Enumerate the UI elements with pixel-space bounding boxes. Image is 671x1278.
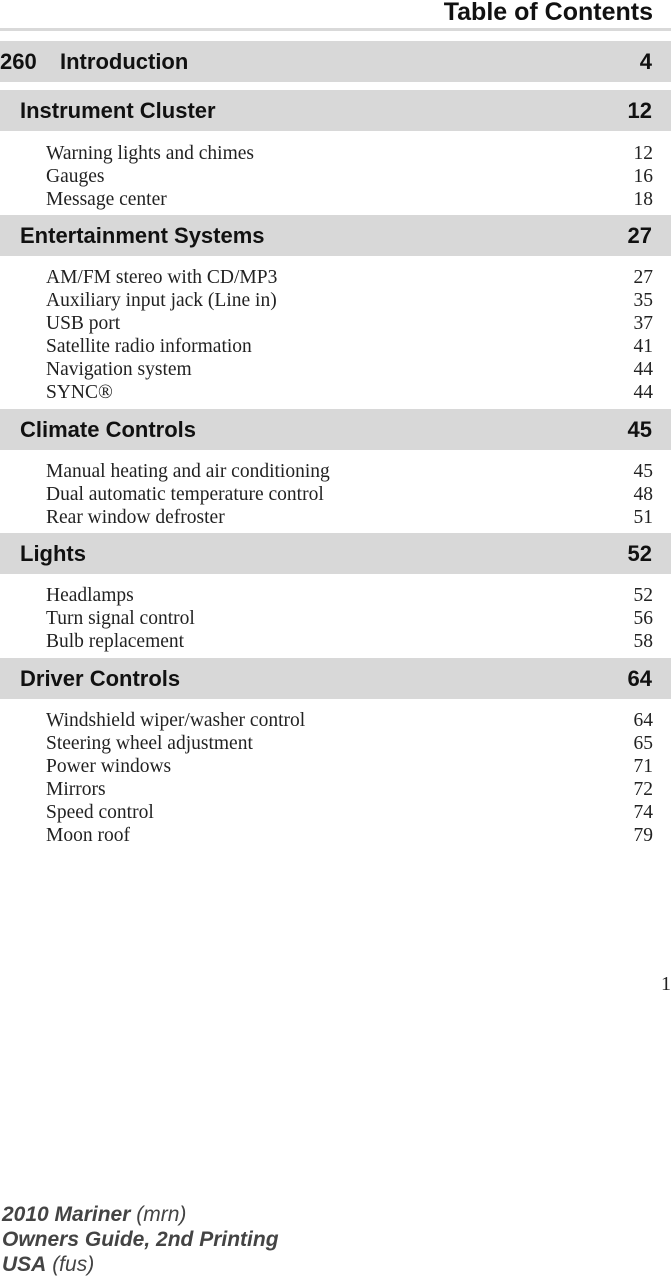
toc-entry-title: Satellite radio information [46,336,252,357]
toc-section-page: 64 [627,666,652,691]
toc-section-page: 27 [627,223,652,248]
toc-entry-title: Steering wheel adjustment [46,733,253,754]
toc-entry-page: 58 [633,631,653,652]
toc-entry-title: Power windows [46,756,172,777]
footer-market-code: (fus) [52,1253,95,1276]
toc-section-label: Driver Controls [20,666,181,691]
toc-section-introduction[interactable] [0,41,671,82]
toc-entry-page: 37 [633,313,653,334]
toc-entry-page: 52 [633,585,653,606]
toc-entry[interactable] [46,483,653,506]
toc-section-label: Instrument Cluster [20,98,216,123]
toc-section-entertainment-systems[interactable] [0,215,671,256]
toc-entry-title: Mirrors [46,779,106,800]
footer-line-1 [2,1202,186,1227]
toc-entry-page: 18 [633,189,653,210]
toc-section-label: Climate Controls [20,417,197,442]
toc-section-number: 260 [0,49,37,74]
page-number: 1 [661,973,671,995]
toc-entry-title: Speed control [46,802,154,823]
header-divider [0,28,671,31]
toc-entry[interactable] [46,381,653,404]
toc-entry-page: 79 [633,825,653,846]
toc-entry[interactable] [46,266,653,289]
toc-entry-page: 48 [633,484,653,505]
toc-entry[interactable] [46,188,653,211]
toc-section-driver-controls[interactable] [0,658,671,699]
toc-entry-title: Message center [46,189,167,210]
toc-entry-title: SYNC® [46,382,113,403]
toc-section-instrument-cluster[interactable] [0,90,671,131]
toc-entry-page: 71 [633,756,653,777]
toc-entry-title: Auxiliary input jack (Line in) [46,290,277,311]
toc-entry-title: Warning lights and chimes [46,143,255,164]
toc-section-page: 4 [639,49,652,74]
toc-entry[interactable] [46,165,653,188]
toc-entry[interactable] [46,630,653,653]
toc-entry[interactable] [46,142,653,165]
toc-entry-page: 74 [633,802,653,823]
page-title: Table of Contents [443,0,653,26]
toc-entry-page: 27 [633,267,653,288]
toc-entry-page: 41 [633,336,653,357]
toc-section-label: Introduction [60,49,189,74]
footer-line-3 [2,1252,94,1277]
toc-entry[interactable] [46,584,653,607]
toc-section-page: 12 [627,98,652,123]
toc-entry[interactable] [46,312,653,335]
toc-entry-title: AM/FM stereo with CD/MP3 [46,267,278,288]
toc-entry-page: 12 [633,143,653,164]
toc-entry-title: USB port [46,313,121,334]
toc-entry[interactable] [46,335,653,358]
toc-entry[interactable] [46,755,653,778]
toc-entry[interactable] [46,801,653,824]
toc-entry[interactable] [46,506,653,529]
toc-entry[interactable] [46,289,653,312]
footer-model-code: (mrn) [136,1203,187,1226]
toc-entry[interactable] [46,824,653,847]
toc-entry[interactable] [46,778,653,801]
toc-entry-page: 72 [633,779,653,800]
toc-entry-title: Bulb replacement [46,631,185,652]
toc-entry-page: 65 [633,733,653,754]
toc-entry[interactable] [46,709,653,732]
toc-entry-title: Navigation system [46,359,192,380]
toc-entry-page: 45 [633,461,653,482]
footer-line-2 [2,1227,279,1252]
toc-entry-title: Rear window defroster [46,507,225,528]
toc-entry-title: Dual automatic temperature control [46,484,324,505]
toc-entry[interactable] [46,607,653,630]
toc-entry[interactable] [46,732,653,755]
toc-entry-page: 35 [633,290,653,311]
toc-section-climate-controls[interactable] [0,409,671,450]
toc-entry-page: 16 [633,166,653,187]
toc-entry[interactable] [46,460,653,483]
toc-entry-page: 44 [633,382,653,403]
toc-entry-title: Moon roof [46,825,130,846]
toc-entry-page: 64 [633,710,653,731]
footer-model: 2010 Mariner [2,1203,131,1226]
footer-market: USA [2,1253,47,1276]
toc-entry-title: Gauges [46,166,105,187]
toc-entry-title: Turn signal control [46,608,195,629]
toc-section-page: 45 [627,417,652,442]
toc-section-label: Entertainment Systems [20,223,265,248]
toc-section-label: Lights [20,541,86,566]
toc-entry-page: 44 [633,359,653,380]
toc-section-lights[interactable] [0,533,671,574]
toc-entry-title: Headlamps [46,585,134,606]
toc-entry[interactable] [46,358,653,381]
toc-section-page: 52 [627,541,652,566]
toc-entry-title: Manual heating and air conditioning [46,461,330,482]
toc-entry-page: 51 [633,507,653,528]
footer-guide: Owners Guide, 2nd Printing [2,1228,279,1251]
toc-entry-page: 56 [633,608,653,629]
toc-entry-title: Windshield wiper/washer control [46,710,306,731]
